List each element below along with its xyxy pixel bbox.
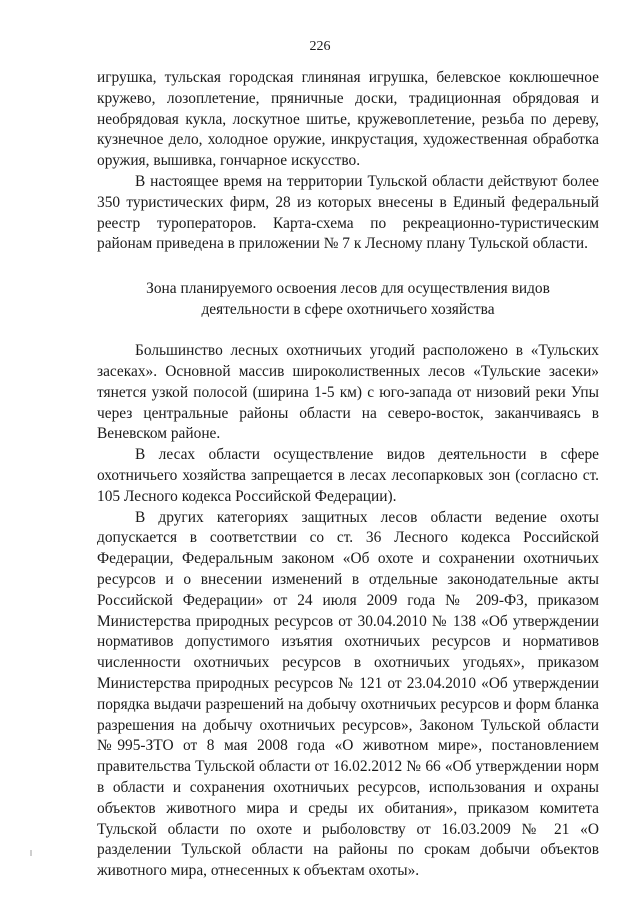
paragraph-crafts-continued: игрушка, тульская городская глиняная игрушка, белевское коклюшечное кружево, лозоплетение, пряничные доски, традиционная обрядовая и необрядовая кукла, лоскутное шитье, кружевоплетение, резьба по дереву, кузнечное дело, холодное оружие, инкрустация, художественная обработка оружия, вышивка, гончарное искусство. [97,69,599,170]
paragraph-hunting-legal-basis: В других категориях защитных лесов области ведение охоты допускается в соответствии со ст. 36 Лесного кодекса Российской Федерации, Федеральным законом «Об охоте и сохранении охотничьих ресурсов и о внесении изменений в отдельные законодательные акты Российской Федерации» от 24 июля 2009 года № 209-ФЗ, приказом Министерства природных ресурсов от 30.04.2010 № 138 «Об утверждении нормативов допустимого изъятия охотничьих ресурсов и нормативов численности охотничьих ресурсов в охотничьих угодьях», приказом Министерства природных ресурсов № 121 от 23.04.2010 «Об утверждении порядка выдачи разрешений на добычу охотничьих ресурсов и форм бланка разрешения на добычу охотничьих ресурсов», Законом Тульской области №995-ЗТО от 8 мая 2008 года «О животном мире», постановлением правительства Тульской области от 16.02.2012 № 66 «Об утверждении норм в области и сохранения охотничьих ресурсов, использования и охраны объектов животного мира и среды их обитания», приказом комитета Тульской области по охоте и рыболовству от 16.03.2009 № 21 «О разделении Тульской области на районы по срокам добычи объектов животного мира, отнесенных к объектам охоты». [97,508,599,880]
scan-margin-mark [30,850,32,856]
paragraph-hunting-restrictions: В лесах области осуществление видов деятельности в сфере охотничьего хозяйства запрещается в лесах лесопарковых зон (согласно ст. 105 Лесного кодекса Российской Федерации). [97,446,599,505]
page-number: 226 [309,39,331,54]
paragraph-tourist-firms: В настоящее время на территории Тульской области действуют более 350 туристических фирм, 28 из которых внесены в Единый федеральный реестр туроператоров. Карта-схема по рекреационно-туристическим районам приведена в приложении № 7 к Лесному плану Тульской области. [97,172,599,253]
page-body [97,68,599,882]
paragraph-hunting-grounds: Большинство лесных охотничьих угодий расположено в «Тульских засеках». Основной массив широколиственных лесов «Тульские засеки» тянется узкой полосой (ширина 1-5 км) с юго-запада от низовий реки Упы через центральные районы области на северо-восток, заканчиваясь в Веневском районе. [97,342,599,443]
section-heading: Зона планируемого освоения лесов для осуществления видов деятельности в сфере охотничьего хозяйства [146,280,550,319]
